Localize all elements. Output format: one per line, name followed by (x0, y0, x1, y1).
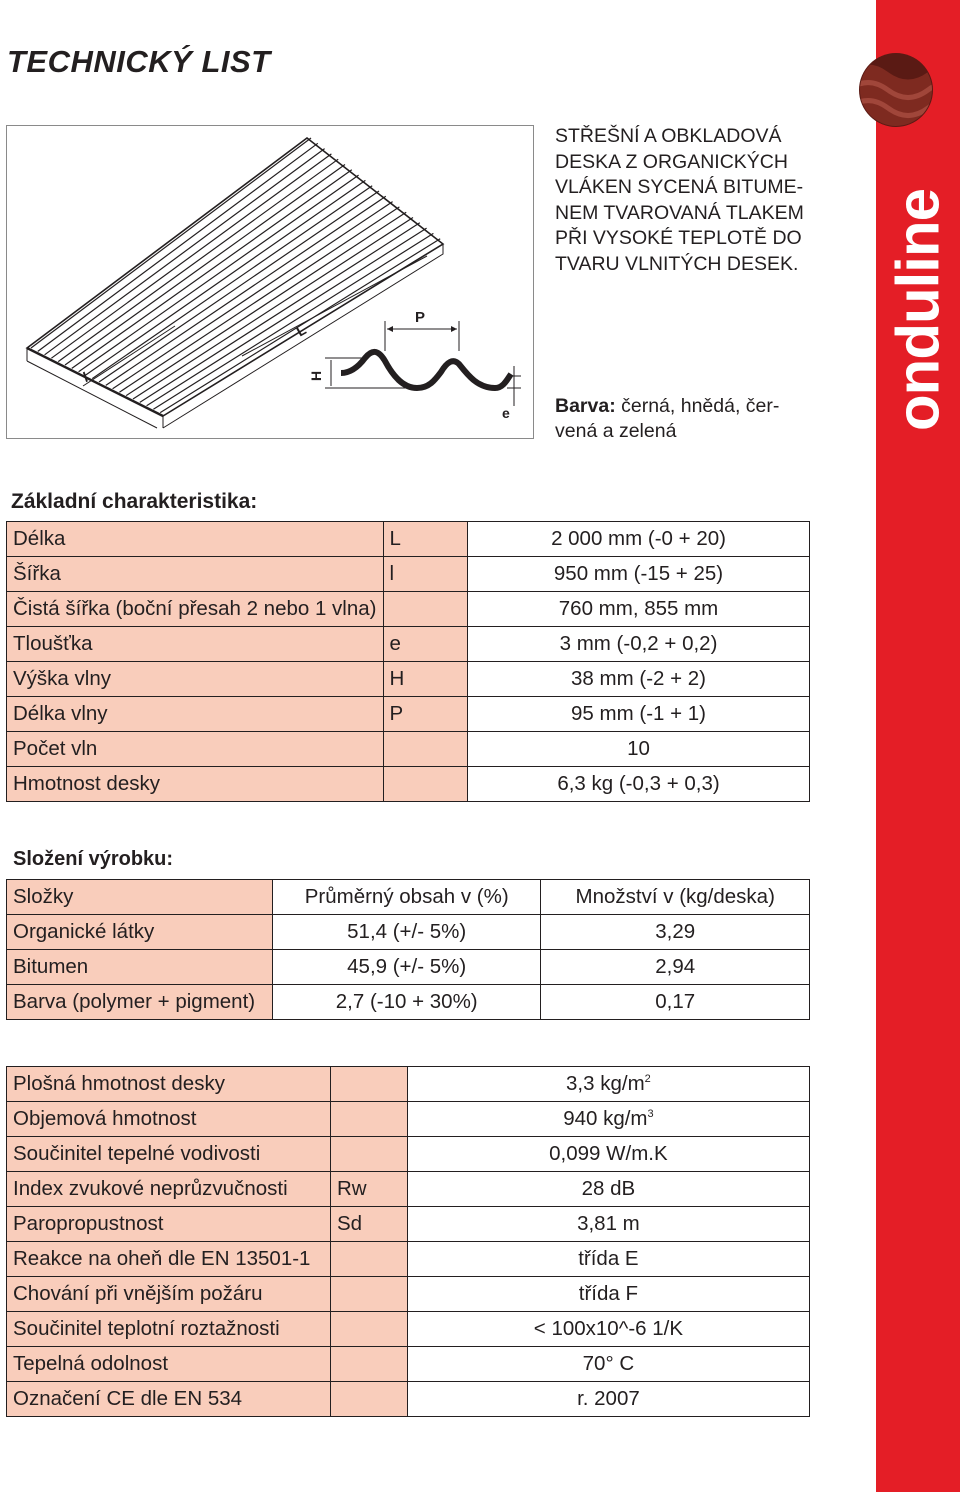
header-cell: Složky (7, 880, 273, 915)
property-value: třída F (578, 1282, 639, 1305)
property-value: 950 mm (-15 + 25) (468, 557, 810, 592)
property-value-cell (407, 1277, 809, 1312)
table-row (7, 1277, 810, 1312)
property-symbol (330, 1312, 407, 1347)
table-row (7, 592, 810, 627)
onduline-logo: onduline (884, 189, 952, 431)
property-symbol (330, 1382, 407, 1417)
component-name: Organické látky (7, 915, 273, 950)
property-name: Tloušťka (7, 627, 384, 662)
property-name: Chování při vnějším požáru (7, 1277, 331, 1312)
property-symbol (330, 1242, 407, 1277)
table-row (7, 662, 810, 697)
property-value-cell (407, 1312, 809, 1347)
property-symbol (330, 1102, 407, 1137)
property-value-cell (407, 1207, 809, 1242)
component-share: 2,7 (-10 + 30%) (272, 985, 541, 1020)
property-symbol: H (383, 662, 468, 697)
table-row (7, 697, 810, 732)
property-name: Délka (7, 522, 384, 557)
property-value: 3,3 kg/m (566, 1072, 645, 1095)
property-symbol: e (383, 627, 468, 662)
property-name: Objemová hmotnost (7, 1102, 331, 1137)
property-symbol (383, 732, 468, 767)
sheet-drawing (6, 125, 534, 439)
table-row (7, 915, 810, 950)
property-name: Součinitel teplotní roztažnosti (7, 1312, 331, 1347)
color-value: černá, hnědá, čer- (621, 395, 780, 417)
description-line: PŘI VYSOKÉ TEPLOTĚ DO (555, 227, 802, 249)
property-value: 760 mm, 855 mm (468, 592, 810, 627)
table-header-row (7, 880, 810, 915)
component-share: 45,9 (+/- 5%) (272, 950, 541, 985)
product-swatch-image (858, 52, 934, 128)
properties-table (6, 1066, 810, 1417)
color-note (555, 394, 817, 444)
table-row (7, 1067, 810, 1102)
property-symbol: Rw (330, 1172, 407, 1207)
property-name: Označení CE dle EN 534 (7, 1382, 331, 1417)
table-row (7, 1102, 810, 1137)
table-row (7, 557, 810, 592)
component-amount: 2,94 (541, 950, 810, 985)
property-name: Šířka (7, 557, 384, 592)
property-name: Součinitel tepelné vodivosti (7, 1137, 331, 1172)
property-value: r. 2007 (577, 1387, 640, 1410)
length-label: L (293, 321, 309, 340)
component-amount: 0,17 (541, 985, 810, 1020)
table-row (7, 522, 810, 557)
property-symbol: P (383, 697, 468, 732)
property-unit-exponent: 3 (647, 1108, 654, 1121)
description-line: TVARU VLNITÝCH DESEK. (555, 252, 799, 275)
component-share: 51,4 (+/- 5%) (272, 915, 541, 950)
property-value: 3 mm (-0,2 + 0,2) (468, 627, 810, 662)
property-name: Délka vlny (7, 697, 384, 732)
table-row (7, 950, 810, 985)
header-cell: Průměrný obsah v (%) (272, 880, 541, 915)
page-title: TECHNICKÝ LIST (7, 44, 271, 79)
property-unit-exponent: 2 (644, 1073, 651, 1086)
property-value-cell (407, 1172, 809, 1207)
property-name: Reakce na oheň dle EN 13501-1 (7, 1242, 331, 1277)
table-row (7, 1242, 810, 1277)
property-value: 28 dB (581, 1177, 636, 1200)
property-name: Čistá šířka (boční přesah 2 nebo 1 vlna) (7, 592, 384, 627)
property-value-cell (407, 1137, 809, 1172)
wave-length-label: P (415, 309, 426, 326)
property-symbol (330, 1137, 407, 1172)
property-value-cell (407, 1102, 809, 1137)
property-value-cell (407, 1347, 809, 1382)
table-row (7, 985, 810, 1020)
table-row (7, 1382, 810, 1417)
thickness-label: e (502, 405, 510, 421)
property-value: 2 000 mm (-0 + 20) (468, 522, 810, 557)
property-value: 70° C (582, 1352, 635, 1375)
property-name: Hmotnost desky (7, 767, 384, 802)
component-amount: 3,29 (541, 915, 810, 950)
property-value: 38 mm (-2 + 2) (468, 662, 810, 697)
composition-section-title: Složení výrobku: (13, 848, 174, 870)
property-symbol (383, 767, 468, 802)
description-line: VLÁKEN SYCENÁ BITUME- (555, 176, 804, 198)
property-symbol (330, 1067, 407, 1102)
property-symbol (330, 1347, 407, 1382)
property-value: < 100x10^-6 1/K (533, 1317, 684, 1340)
color-label: Barva: (555, 395, 616, 417)
table-row (7, 1312, 810, 1347)
basic-section-title: Základní charakteristika: (11, 490, 258, 513)
table-row (7, 1347, 810, 1382)
property-value-cell (407, 1067, 809, 1102)
description-line: STŘEŠNÍ A OBKLADOVÁ (555, 125, 782, 147)
table-row (7, 1207, 810, 1242)
property-value-cell (407, 1242, 809, 1277)
width-label: l (79, 369, 91, 385)
property-name: Paropropustnost (7, 1207, 331, 1242)
property-value: 6,3 kg (-0,3 + 0,3) (468, 767, 810, 802)
component-name: Bitumen (7, 950, 273, 985)
property-name: Plošná hmotnost desky (7, 1067, 331, 1102)
composition-table (6, 879, 810, 1020)
property-symbol (330, 1277, 407, 1312)
wave-height-label: H (308, 370, 324, 381)
property-name: Výška vlny (7, 662, 384, 697)
table-row (7, 732, 810, 767)
property-value: 95 mm (-1 + 1) (468, 697, 810, 732)
color-value-cont: vená a zelená (555, 420, 677, 442)
property-symbol: L (383, 522, 468, 557)
product-description (555, 124, 817, 277)
table-row (7, 1172, 810, 1207)
table-row (7, 1137, 810, 1172)
property-value: 0,099 W/m.K (549, 1142, 668, 1165)
description-line: DESKA Z ORGANICKÝCH (555, 150, 788, 173)
header-cell: Množství v (kg/deska) (541, 880, 810, 915)
property-value: 10 (468, 732, 810, 767)
basic-table (6, 521, 810, 802)
property-name: Index zvukové neprůzvučnosti (7, 1172, 331, 1207)
property-symbol: l (383, 557, 468, 592)
component-name: Barva (polymer + pigment) (7, 985, 273, 1020)
description-line: NEM TVAROVANÁ TLAKEM (555, 201, 804, 224)
property-value: třída E (578, 1247, 639, 1270)
property-value: 940 kg/m (563, 1107, 648, 1130)
table-row (7, 767, 810, 802)
property-value-cell (407, 1382, 809, 1417)
table-row (7, 627, 810, 662)
property-value: 3,81 m (577, 1212, 640, 1235)
property-name: Počet vln (7, 732, 384, 767)
property-name: Tepelná odolnost (7, 1347, 331, 1382)
property-symbol (383, 592, 468, 627)
property-symbol: Sd (330, 1207, 407, 1242)
